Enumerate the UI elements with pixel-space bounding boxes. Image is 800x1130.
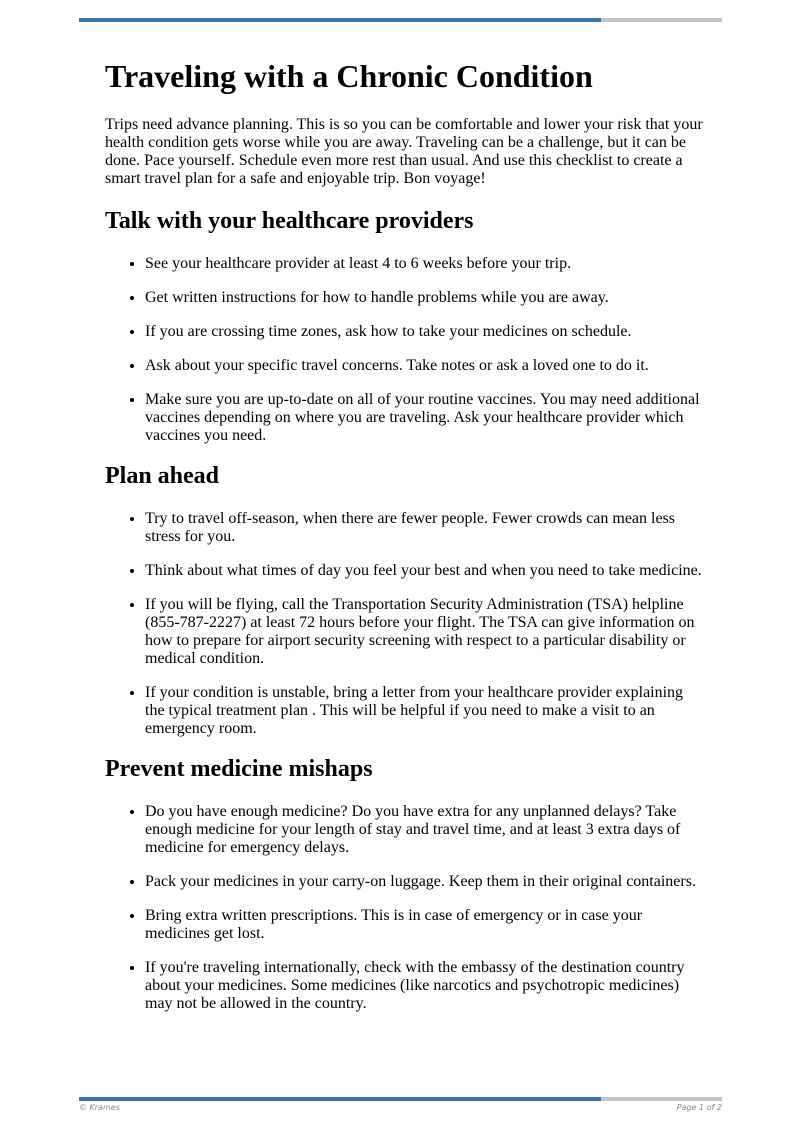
footer-rule-accent	[79, 1097, 601, 1101]
list-item: • If you will be flying, call the Transportation Security Administration (TSA) helpline (855-787-2227) at least 72 hours before your flight. The TSA can give information on how to prepare for airport security screening with respect to a particular disability or medical condition.	[145, 596, 705, 668]
section-talk-with-providers	[105, 206, 705, 445]
list-item: • Try to travel off-season, when there are fewer people. Fewer crowds can mean less stress for you.	[145, 510, 705, 546]
list-item: • If you're traveling internationally, check with the embassy of the destination country about your medicines. Some medicines (like narcotics and psychotropic medicines) may not be allowed in the country.	[145, 959, 705, 1013]
header-rule	[79, 18, 722, 22]
list-item: • Get written instructions for how to handle problems while you are away.	[145, 289, 705, 307]
footer-copyright: © Krames	[79, 1103, 120, 1112]
list-item: • Ask about your specific travel concerns. Take notes or ask a loved one to do it.	[145, 357, 705, 375]
bullet-list	[105, 803, 705, 1013]
list-item: • Pack your medicines in your carry-on luggage. Keep them in their original containers.	[145, 873, 705, 891]
bullet-list	[105, 255, 705, 445]
header-rule-accent	[79, 18, 601, 22]
page-title: Traveling with a Chronic Condition	[105, 58, 593, 94]
list-item: • If your condition is unstable, bring a letter from your healthcare provider explaining the typical treatment plan . This will be helpful if you need to make a visit to an emergency room.	[145, 684, 705, 738]
list-item: • See your healthcare provider at least 4 to 6 weeks before your trip.	[145, 255, 705, 273]
list-item: • Make sure you are up-to-date on all of your routine vaccines. You may need additional vaccines depending on where you are traveling. Ask your healthcare provider which vaccines you need.	[145, 391, 705, 445]
document-body	[105, 56, 705, 1029]
section-plan-ahead	[105, 461, 705, 738]
footer-page-number: Page 1 of 2	[676, 1103, 722, 1112]
page-footer	[79, 1103, 722, 1113]
list-item: • Bring extra written prescriptions. This is in case of emergency or in case your medicines get lost.	[145, 907, 705, 943]
list-item: • Do you have enough medicine? Do you have extra for any unplanned delays? Take enough medicine for your length of stay and travel time, and at least 3 extra days of medicine for emergency delays.	[145, 803, 705, 857]
section-heading: Plan ahead	[105, 463, 220, 489]
list-item: • If you are crossing time zones, ask how to take your medicines on schedule.	[145, 323, 705, 341]
section-heading: Talk with your healthcare providers	[105, 208, 474, 234]
section-prevent-medicine-mishaps	[105, 754, 705, 1013]
header-rule-rest	[601, 18, 722, 22]
footer-rule-rest	[601, 1097, 722, 1101]
bullet-list	[105, 510, 705, 738]
intro-paragraph: Trips need advance planning. This is so you can be comfortable and lower your risk that your health condition gets worse while you are away. Traveling can be a challenge, but it can be done. Pace yourself. Schedule even more rest than usual. And use this checklist to create a smart travel plan for a safe and enjoyable trip. Bon voyage!	[105, 116, 703, 187]
list-item: • Think about what times of day you feel your best and when you need to take medicine.	[145, 562, 705, 580]
section-heading: Prevent medicine mishaps	[105, 756, 373, 782]
footer-rule	[79, 1097, 722, 1101]
